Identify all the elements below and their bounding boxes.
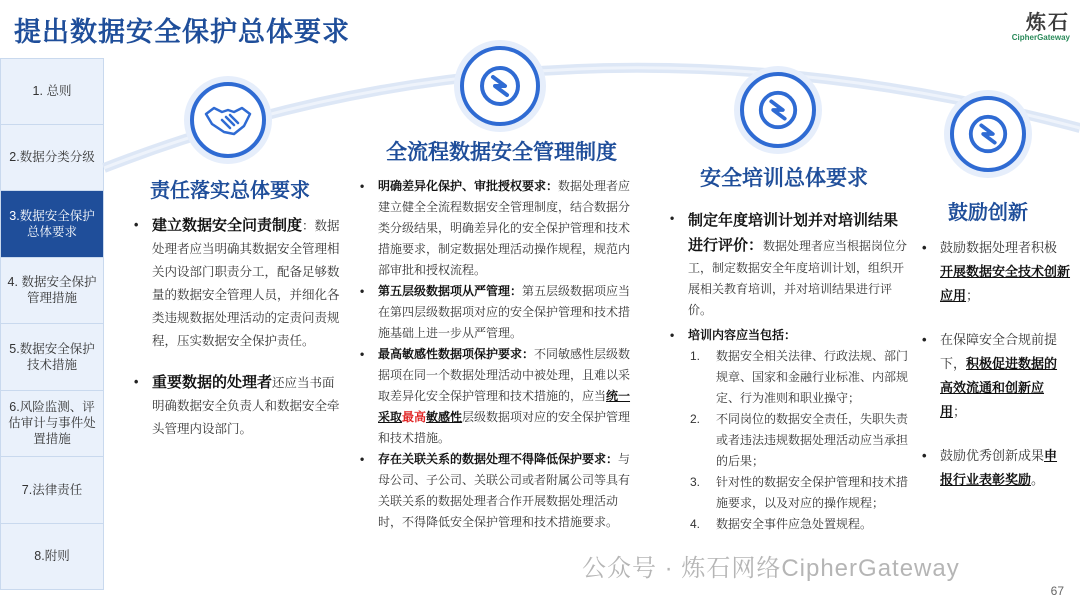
heading-full-process: 全流程数据安全管理制度	[386, 141, 617, 164]
sidebar-item-technical-measures[interactable]: 5.数据安全保护技术措施	[0, 324, 104, 391]
bullet-text: 第五层级数据项应当在第四层级数据项对应的安全保护管理和技术措施基础上进一步从严管理。	[378, 284, 631, 340]
bullet-title: 第五层级数据项从严管理：	[378, 284, 523, 298]
emphasis-text: 申报行业表彰奖励	[940, 448, 1058, 487]
column-full-process	[356, 176, 638, 533]
bullet-title: 建立数据安全问责制度	[152, 217, 303, 234]
emphasis-text: 敏感性	[426, 410, 463, 424]
item-text: 针对性的数据安全保护管理和技术措施要求，以及对应的操作规程；	[716, 475, 909, 510]
item-number: 2.	[690, 412, 701, 426]
list-item	[918, 444, 1070, 492]
item-number: 3.	[690, 475, 701, 489]
list-item	[690, 346, 912, 409]
list-item	[130, 214, 342, 353]
emphasis-text: 积极促进数据的高效流通和创新应用	[940, 356, 1058, 419]
list-item	[356, 449, 638, 533]
list-item	[918, 328, 1070, 424]
cipher-logo-icon	[950, 96, 1026, 172]
list-item	[690, 514, 912, 535]
list-item	[130, 371, 342, 441]
bullet-text: 数据处理者应建立健全全流程数据安全管理制度，结合数据分类分级结果，明确差异化的安全保护管理和技术措施要求，制定数据处理活动操作规程，规范内部审批和授权流程。	[378, 179, 631, 277]
list-item	[356, 344, 638, 449]
sidebar-item-legal-liability[interactable]: 7.法律责任	[0, 457, 104, 524]
logo-subtext: CipherGateway	[1011, 33, 1070, 42]
page-title: 提出数据安全保护总体要求	[14, 17, 350, 47]
sidebar-item-overall-requirements[interactable]: 3.数据安全保护总体要求	[0, 191, 104, 258]
list-item	[690, 409, 912, 472]
bullet-text: 鼓励优秀创新成果	[940, 448, 1045, 463]
bullet-text: 。	[1031, 472, 1045, 487]
heading-responsibility: 责任落实总体要求	[150, 180, 310, 202]
training-content-list	[666, 346, 912, 535]
heading-training: 安全培训总体要求	[700, 167, 868, 190]
item-number: 4.	[690, 517, 701, 531]
bullet-title: 存在关联关系的数据处理不得降低保护要求：	[378, 452, 619, 466]
list-item	[356, 281, 638, 344]
sidebar-item-supplementary[interactable]: 8.附则	[0, 524, 104, 591]
bullet-text: 鼓励数据处理者积极	[940, 240, 1058, 255]
bullet-text: ；	[953, 404, 967, 419]
page-number: 67	[1050, 584, 1064, 598]
bullet-text: 与母公司、子公司、关联公司或者附属公司等具有关联关系的数据处理者合作开展数据处理活动时，不得降低安全保护管理和技术措施要求。	[378, 452, 631, 529]
bullet-text: ；	[966, 288, 980, 303]
item-text: 数据安全事件应急处置规程。	[716, 517, 873, 531]
bullet-title: 制定年度培训计划并对培训结果进行评价：	[688, 212, 899, 254]
list-item	[666, 208, 912, 321]
bullet-text: 数据处理者应当根据岗位分工，制定数据安全年度培训计划，组织开展相关教育培训，并对培训结果进行评价。	[688, 239, 908, 317]
bullet-title: 最高敏感性数据项保护要求：	[378, 347, 535, 361]
watermark: 公众号 · 炼石网络CipherGateway	[582, 555, 960, 582]
item-number: 1.	[690, 349, 701, 363]
bullet-text: 在保障安全合规前提下，	[940, 332, 1058, 371]
item-text: 不同岗位的数据安全责任，失职失责或者违法违规数据处理活动应当承担的后果；	[716, 412, 909, 468]
column-training	[666, 208, 912, 535]
sidebar-item-risk-monitoring[interactable]: 6.风险监测、评估审计与事件处置措施	[0, 391, 104, 458]
bullet-title: 培训内容应当包括：	[688, 328, 797, 342]
emphasis-text: 开展数据安全技术创新应用	[940, 264, 1071, 303]
item-text: 数据安全相关法律、行政法规、部门规章、国家和金融行业标准、内部规定、行为准则和职业操守；	[716, 349, 909, 405]
cipher-logo-icon	[460, 46, 540, 126]
column-innovation	[918, 236, 1070, 492]
list-item	[918, 236, 1070, 308]
logo-text: 炼石	[1026, 12, 1070, 34]
heading-innovation: 鼓励创新	[948, 202, 1028, 224]
highlight-text: 最高	[402, 410, 427, 424]
bullet-text: 不同敏感性层级数据项在同一个数据处理活动中被处理，且难以采取差异化安全保护管理和技术措施的，应当	[378, 347, 631, 403]
bullet-text: 还应当书面明确数据安全负责人和数据安全牵头管理内设部门。	[152, 376, 340, 436]
bullet-title: 重要数据的处理者	[152, 374, 273, 391]
handshake-icon	[190, 82, 266, 158]
list-item	[666, 325, 912, 346]
sidebar-item-management-measures[interactable]: 4. 数据安全保护管理措施	[0, 258, 104, 325]
bullet-text: 层级数据项对应的安全保护管理和技术措施。	[378, 410, 631, 445]
cipher-logo-icon	[740, 72, 816, 148]
sidebar-item-general[interactable]: 1. 总则	[0, 58, 104, 125]
list-item	[356, 176, 638, 281]
list-item	[690, 472, 912, 514]
emphasis-text: 统一采取	[378, 389, 631, 424]
sidebar-item-classification[interactable]: 2.数据分类分级	[0, 125, 104, 192]
bullet-title: 明确差异化保护、审批授权要求：	[378, 179, 559, 193]
bullet-text: ：数据处理者应当明确其数据安全管理相关内设部门职责分工，配备足够数量的数据安全管理人员，并细化各类违规数据处理活动的定责问责规程，压实数据安全保护责任。	[152, 219, 340, 348]
column-responsibility	[130, 214, 342, 441]
